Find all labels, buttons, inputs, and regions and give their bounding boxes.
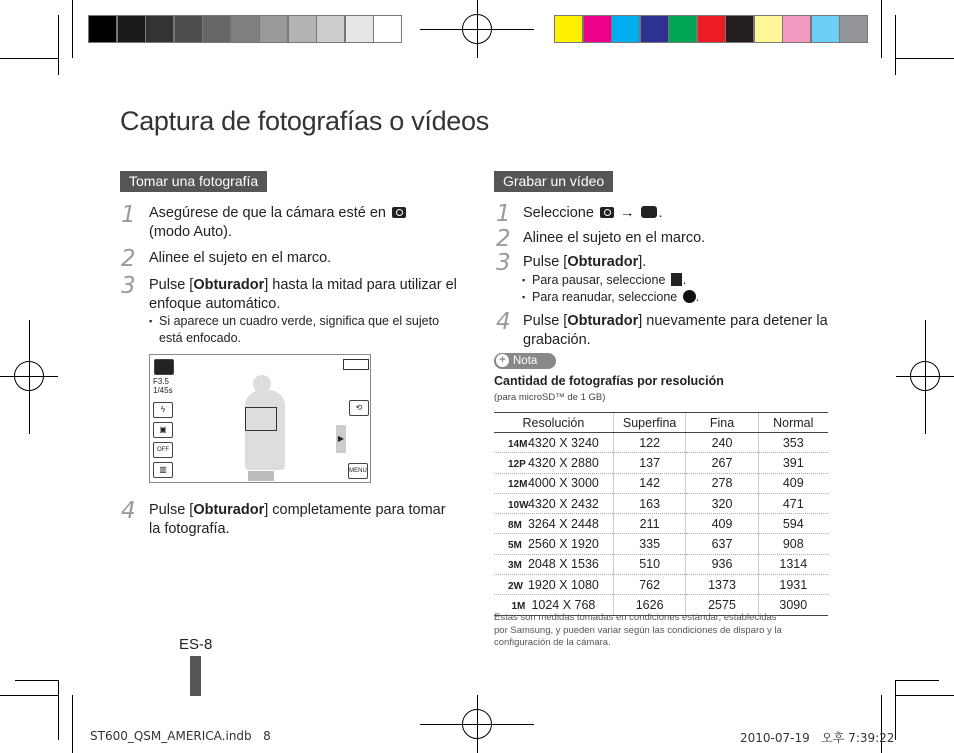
menu-button: MENU [348, 463, 368, 479]
step-number: 4 [496, 309, 511, 335]
table-cell [494, 554, 613, 574]
table-header: Normal [758, 413, 828, 433]
gray-swatch [373, 15, 402, 43]
table-cell [758, 514, 828, 534]
table-cell [686, 433, 758, 453]
camera-mode-icon [154, 359, 174, 375]
battery-icon [343, 359, 369, 370]
crop-mark [15, 680, 59, 681]
table-row [494, 514, 828, 534]
gray-swatch [288, 15, 317, 43]
table-header: Resolución [494, 413, 613, 433]
gray-swatch [259, 15, 288, 43]
cell-value: 409 [711, 516, 733, 531]
gray-swatch [345, 15, 374, 43]
color-swatch [811, 15, 840, 43]
cell-value: 409 [782, 476, 804, 491]
table-header-row [494, 413, 828, 433]
gray-swatch [145, 15, 174, 43]
section-header-video: Grabar un vídeo [494, 171, 613, 192]
gray-swatch [202, 15, 231, 43]
crop-mark [72, 0, 73, 58]
table-cell [494, 473, 613, 493]
timer-icon: OFF [153, 442, 173, 458]
table-cell [686, 534, 758, 554]
camera-mode-icon [600, 207, 614, 218]
table-cell [613, 473, 686, 493]
step-text: Pulse [Obturador] completamente para tomar la fotografía. [149, 502, 446, 537]
step-number: 4 [121, 498, 136, 524]
gray-swatch [231, 15, 260, 43]
note-badge [494, 353, 556, 369]
step-text: Pulse [Obturador] hasta la mitad para utilizar el enfoque automático. [149, 277, 457, 312]
step-text: Seleccione → . [523, 205, 663, 221]
color-swatch [640, 15, 669, 43]
camera-lcd-illustration [149, 354, 371, 483]
table-cell [758, 473, 828, 493]
crop-mark [896, 58, 954, 59]
table-cell [758, 534, 828, 554]
table-cell [613, 453, 686, 473]
note-label: Nota [513, 355, 538, 367]
gray-swatch [88, 15, 117, 43]
step-number: 3 [121, 273, 136, 299]
color-swatch [839, 15, 868, 43]
step-text: Alinee el sujeto en el marco. [149, 250, 332, 266]
camera-mode-icon [392, 207, 406, 218]
registration-crosshair [477, 0, 478, 58]
cell-value: 122 [639, 435, 661, 450]
aperture-readout: F3.5 [153, 377, 170, 386]
cell-value: 3090 [779, 598, 808, 613]
step-text [149, 204, 408, 242]
print-footer-left: ST600_QSM_AMERICA.indb 8 [90, 729, 271, 743]
resolution-icon: 2W [507, 580, 523, 592]
table-row [494, 575, 828, 595]
resolution-icon: 3M [508, 560, 522, 572]
note-subtitle: (para microSD™ de 1 GB) [494, 392, 606, 403]
table-cell [686, 575, 758, 595]
table-cell [494, 514, 613, 534]
cell-value: 2575 [708, 598, 736, 613]
cell-value: 2048 X 1536 [527, 557, 599, 572]
record-icon [683, 290, 696, 303]
step-number: 3 [496, 250, 511, 276]
table-footnote: Estas son medidas tomadas en condiciones estándar, establecidas por Samsung, y pueden variar según las condiciones de disparo y la configuración de la cámara. [494, 612, 782, 648]
cell-value: 3264 X 2448 [527, 516, 599, 531]
table-row [494, 473, 828, 493]
cell-value: 278 [711, 476, 733, 491]
color-swatch [583, 15, 612, 43]
table-header: Fina [686, 413, 758, 433]
cell-value: 2560 X 1920 [527, 537, 599, 552]
table-cell [613, 514, 686, 534]
table-cell [613, 433, 686, 453]
table-cell [494, 493, 613, 513]
step-number: 2 [496, 226, 511, 252]
table-cell [758, 433, 828, 453]
table-header: Superfina [613, 413, 686, 433]
resolution-icon: 10W [507, 499, 529, 511]
bullet-resume: ▪ Para reanudar, seleccione . [532, 289, 699, 306]
gray-swatch [316, 15, 345, 43]
crop-mark [881, 0, 882, 58]
crop-mark [895, 15, 896, 75]
resolution-icon: 5M [508, 540, 522, 552]
color-swatch [725, 15, 754, 43]
cell-value: 908 [782, 537, 804, 552]
pause-icon [671, 273, 677, 286]
step-text: Pulse [Obturador]. [523, 254, 647, 270]
crop-mark [896, 695, 954, 696]
table-cell [686, 473, 758, 493]
display-icon: ▥ [153, 462, 173, 478]
table-cell [758, 453, 828, 473]
cell-value: 211 [639, 516, 660, 531]
page-number-tab [190, 656, 201, 696]
cell-value: 594 [782, 516, 804, 531]
cell-value: 267 [711, 455, 733, 470]
cell-value: 1920 X 1080 [527, 577, 599, 592]
table-cell [758, 575, 828, 595]
table-cell [686, 493, 758, 513]
resolution-icon: 1M [511, 601, 526, 613]
table-row [494, 493, 828, 513]
cell-value: 1931 [779, 577, 808, 592]
cell-value: 510 [639, 557, 661, 572]
table-cell [613, 534, 686, 554]
cell-value: 335 [639, 537, 661, 552]
cell-value: 4000 X 3000 [527, 476, 599, 491]
cell-value: 4320 X 2880 [527, 455, 599, 470]
page-title: Captura de fotografías o vídeos [120, 106, 489, 136]
shutter-key-label: Obturador [193, 277, 265, 293]
step-text: Alinee el sujeto en el marco. [523, 230, 706, 246]
cell-value: 163 [639, 496, 661, 511]
resolution-icon: 8M [508, 519, 522, 531]
gray-swatch [174, 15, 203, 43]
table-cell [613, 493, 686, 513]
step-number: 1 [496, 201, 511, 227]
table-row [494, 554, 828, 574]
step-text: Pulse [Obturador] nuevamente para detener la grabación. [523, 313, 828, 348]
lcd-bottom-tab [248, 471, 274, 481]
step-1-line2: (modo Auto). [149, 224, 233, 240]
table-cell [758, 493, 828, 513]
resolution-icon: 14M [507, 438, 528, 450]
flash-icon: ϟ [153, 402, 173, 418]
cell-value: 1024 X 768 [531, 598, 596, 613]
color-swatch [668, 15, 697, 43]
step-number: 2 [121, 246, 136, 272]
registration-crosshair [29, 320, 30, 434]
cell-value: 353 [782, 435, 804, 450]
crop-mark [58, 680, 59, 740]
cell-value: 4320 X 3240 [527, 435, 599, 450]
note-title: Cantidad de fotografías por resolución [494, 374, 724, 388]
color-swatch [697, 15, 726, 43]
cell-value: 320 [711, 496, 733, 511]
bullet-pause: ▪ Para pausar, seleccione . [532, 272, 686, 289]
color-swatch [782, 15, 811, 43]
cell-value: 936 [711, 557, 733, 572]
crop-mark [72, 695, 73, 753]
table-cell [494, 433, 613, 453]
cell-value: 471 [782, 496, 804, 511]
cell-value: 762 [639, 577, 661, 592]
cell-value: 142 [639, 476, 661, 491]
page-number: ES-8 [179, 636, 213, 653]
crop-mark [0, 58, 58, 59]
step-1-line1: Asegúrese de que la cámara esté en [149, 205, 386, 221]
table-row [494, 453, 828, 473]
focus-frame [245, 407, 277, 431]
cell-value: 4320 X 2432 [527, 496, 599, 511]
step-number: 1 [121, 202, 136, 228]
table-cell [494, 453, 613, 473]
subject-head [253, 375, 271, 393]
cell-value: 391 [782, 455, 804, 470]
registration-crosshair [477, 695, 478, 753]
registration-crosshair [925, 320, 926, 434]
table-cell [686, 514, 758, 534]
cell-value: 1314 [779, 557, 808, 572]
rotate-icon: ⟲ [349, 400, 369, 416]
cell-value: 637 [711, 537, 733, 552]
print-footer-right: 2010-07-19 오후 7:39:22 [740, 731, 895, 745]
resolution-icon: 12M [507, 479, 528, 491]
resolution-icon: 12P [507, 458, 526, 470]
cell-value: 1626 [635, 598, 664, 613]
cell-value: 1373 [708, 577, 736, 592]
video-mode-icon [641, 206, 657, 218]
note-plus-icon: + [496, 354, 509, 367]
table-cell [494, 534, 613, 554]
note-bullet: ▪ Si aparece un cuadro verde, significa que el sujeto está enfocado. [159, 313, 439, 347]
scroll-arrow-icon: ▶ [336, 425, 346, 453]
focus-icon: ▣ [153, 422, 173, 438]
color-swatch [754, 15, 783, 43]
crop-mark [895, 680, 939, 681]
table-cell [613, 554, 686, 574]
crop-mark [895, 680, 896, 740]
table-cell [686, 453, 758, 473]
table-cell [613, 575, 686, 595]
resolution-table [494, 412, 828, 616]
crop-mark [58, 15, 59, 75]
color-swatch [611, 15, 640, 43]
color-swatch [554, 15, 583, 43]
section-header-photo: Tomar una fotografía [120, 171, 267, 192]
table-cell [758, 554, 828, 574]
table-cell [686, 554, 758, 574]
table-cell [494, 575, 613, 595]
table-row [494, 534, 828, 554]
crop-mark [0, 695, 58, 696]
gray-swatch [117, 15, 146, 43]
shutter-readout: 1/45s [153, 386, 173, 395]
cell-value: 240 [711, 435, 733, 450]
table-row [494, 433, 828, 453]
cell-value: 137 [639, 455, 661, 470]
